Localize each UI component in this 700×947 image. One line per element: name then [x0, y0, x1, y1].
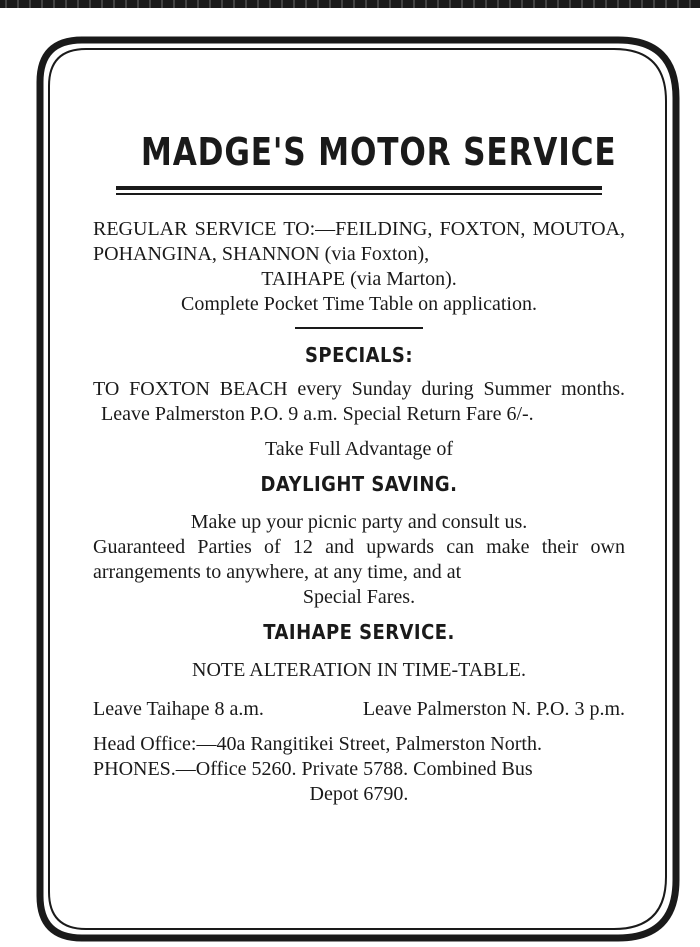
departure-times: [93, 697, 625, 722]
timetable-note: Complete Pocket Time Table on application.: [181, 293, 537, 315]
daylight-text: Guaranteed Parties of 12 and upwards can make their own arrangements to anywhere, at any time, and at: [93, 536, 625, 583]
leave-taihape: Leave Taihape 8 a.m.: [93, 698, 264, 720]
leave-palmerston: Leave Palmerston N. P.O. 3 p.m.: [362, 698, 625, 720]
taihape-heading: TAIHAPE SERVICE.: [263, 620, 455, 644]
section-rule: [295, 327, 423, 329]
ad-title: MADGE'S MOTOR SERVICE: [140, 130, 617, 174]
daylight-heading: DAYLIGHT SAVING.: [260, 472, 458, 496]
head-office: Head Office:—40a Rangitikei Street, Palmerston North.: [93, 733, 542, 755]
timetable-alteration-note: NOTE ALTERATION IN TIME-TABLE.: [192, 659, 526, 681]
phones-depot: Depot 6790.: [309, 783, 409, 805]
regular-service-text: REGULAR SERVICE TO:—FEILDING, FOXTON, MOUTOA, POHANGINA, SHANNON (via Foxton),: [93, 218, 625, 265]
ad-content: [93, 120, 625, 807]
daylight-intro: Take Full Advantage of: [265, 438, 453, 460]
specials-text: TO FOXTON BEACH every Sunday during Summer months. Leave Palmerston P.O. 9 a.m. Special Return Fare 6/-.: [93, 378, 625, 425]
daylight-text-last: Special Fares.: [302, 586, 416, 608]
title-rule-thin: [116, 193, 602, 195]
title-rule: [116, 186, 602, 190]
specials-heading: SPECIALS:: [305, 343, 413, 367]
daylight-text-line1: Make up your picnic party and consult us.: [190, 511, 528, 533]
regular-service-taihape: TAIHAPE (via Marton).: [261, 268, 457, 290]
phones: PHONES.—Office 5260. Private 5788. Combined Bus: [93, 758, 533, 780]
